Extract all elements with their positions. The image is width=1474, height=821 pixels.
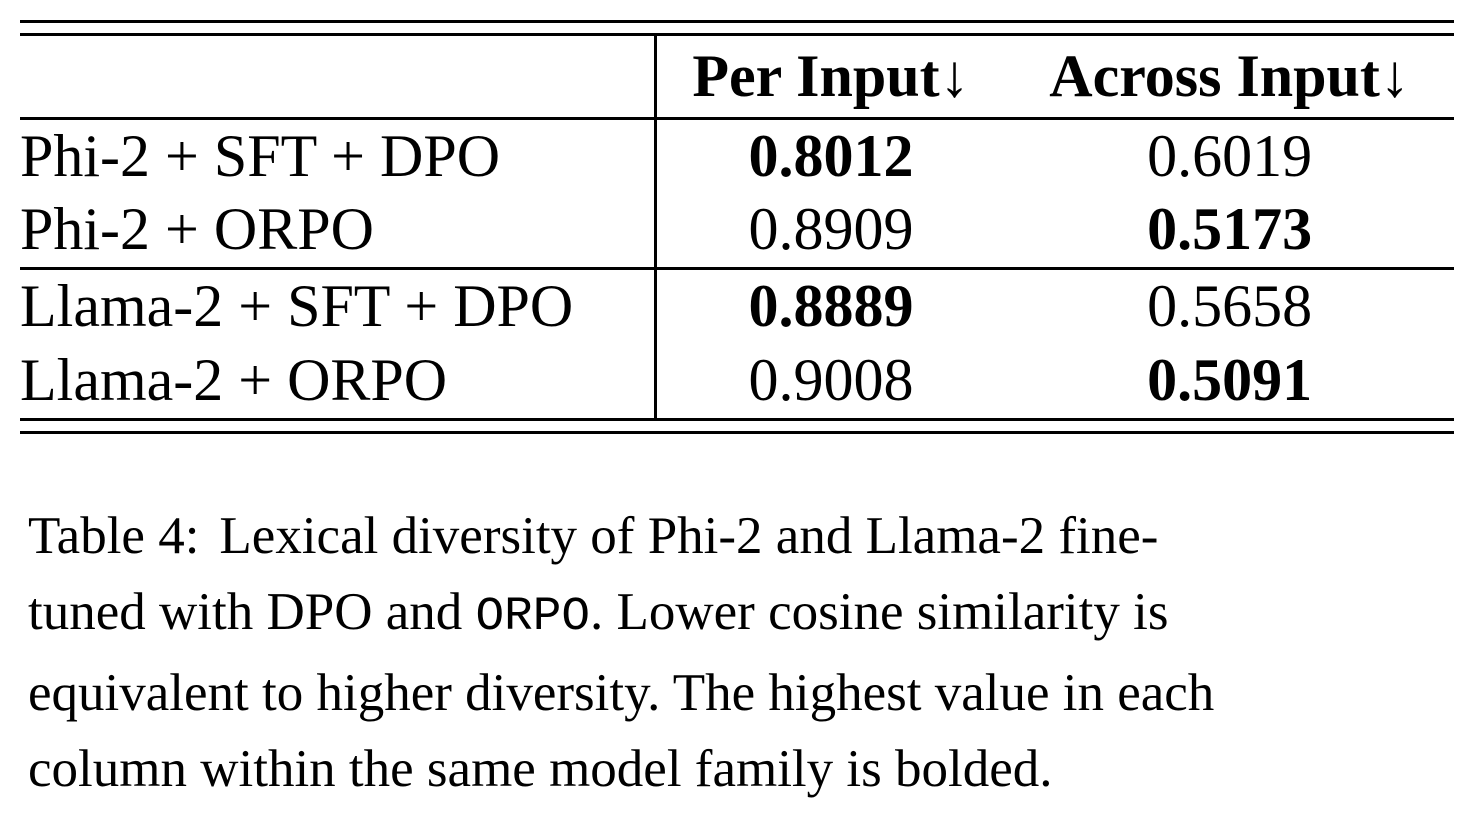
header-model-cell: [20, 36, 655, 118]
caption-line: [28, 498, 1468, 574]
header-per-input: [655, 36, 1005, 118]
across-input-label: Across Input: [1049, 42, 1380, 109]
down-arrow-icon: ↓: [1379, 42, 1410, 109]
per-input-value: 0.8909: [655, 193, 1005, 268]
caption-line: [28, 731, 1468, 807]
caption-text: tuned with DPO and: [28, 583, 476, 641]
caption-text: equivalent to higher diversity. The highest value in each: [28, 664, 1215, 722]
model-label: Llama-2 + SFT + DPO: [20, 268, 655, 343]
caption-text: . Lower cosine similarity is: [590, 583, 1169, 641]
per-input-value: 0.8012: [748, 122, 914, 189]
table-row: [20, 343, 1454, 418]
caption-text: Lexical diversity of Phi-2 and Llama-2 fine-: [219, 507, 1159, 565]
table-caption: [28, 498, 1468, 807]
per-input-value: 0.8889: [748, 272, 914, 339]
model-label: Llama-2 + ORPO: [20, 343, 655, 418]
table-row: [20, 193, 1454, 268]
caption-label: Table 4:: [28, 507, 200, 565]
model-label: Phi-2 + SFT + DPO: [20, 118, 655, 193]
per-input-label: Per Input: [692, 42, 940, 109]
table-row: [20, 268, 1454, 343]
table-bottom-double-rule: [20, 418, 1454, 434]
header-across-input: [1005, 36, 1454, 118]
orpo-mono-text: ORPO: [475, 590, 590, 644]
results-table-figure: [20, 20, 1454, 434]
lexical-diversity-table: [20, 36, 1454, 418]
caption-line: [28, 574, 1468, 655]
table-row: [20, 118, 1454, 193]
across-input-value: 0.5658: [1147, 272, 1313, 339]
across-input-value: 0.6019: [1147, 122, 1313, 189]
down-arrow-icon: ↓: [939, 42, 970, 109]
header-row: [20, 36, 1454, 118]
table-top-double-rule: [20, 20, 1454, 36]
across-input-value: 0.5091: [1147, 347, 1313, 413]
model-label: Phi-2 + ORPO: [20, 193, 655, 268]
per-input-value: 0.9008: [748, 347, 914, 413]
caption-text: column within the same model family is bolded.: [28, 740, 1053, 798]
across-input-value: 0.5173: [1005, 193, 1454, 268]
caption-line: [28, 655, 1468, 731]
